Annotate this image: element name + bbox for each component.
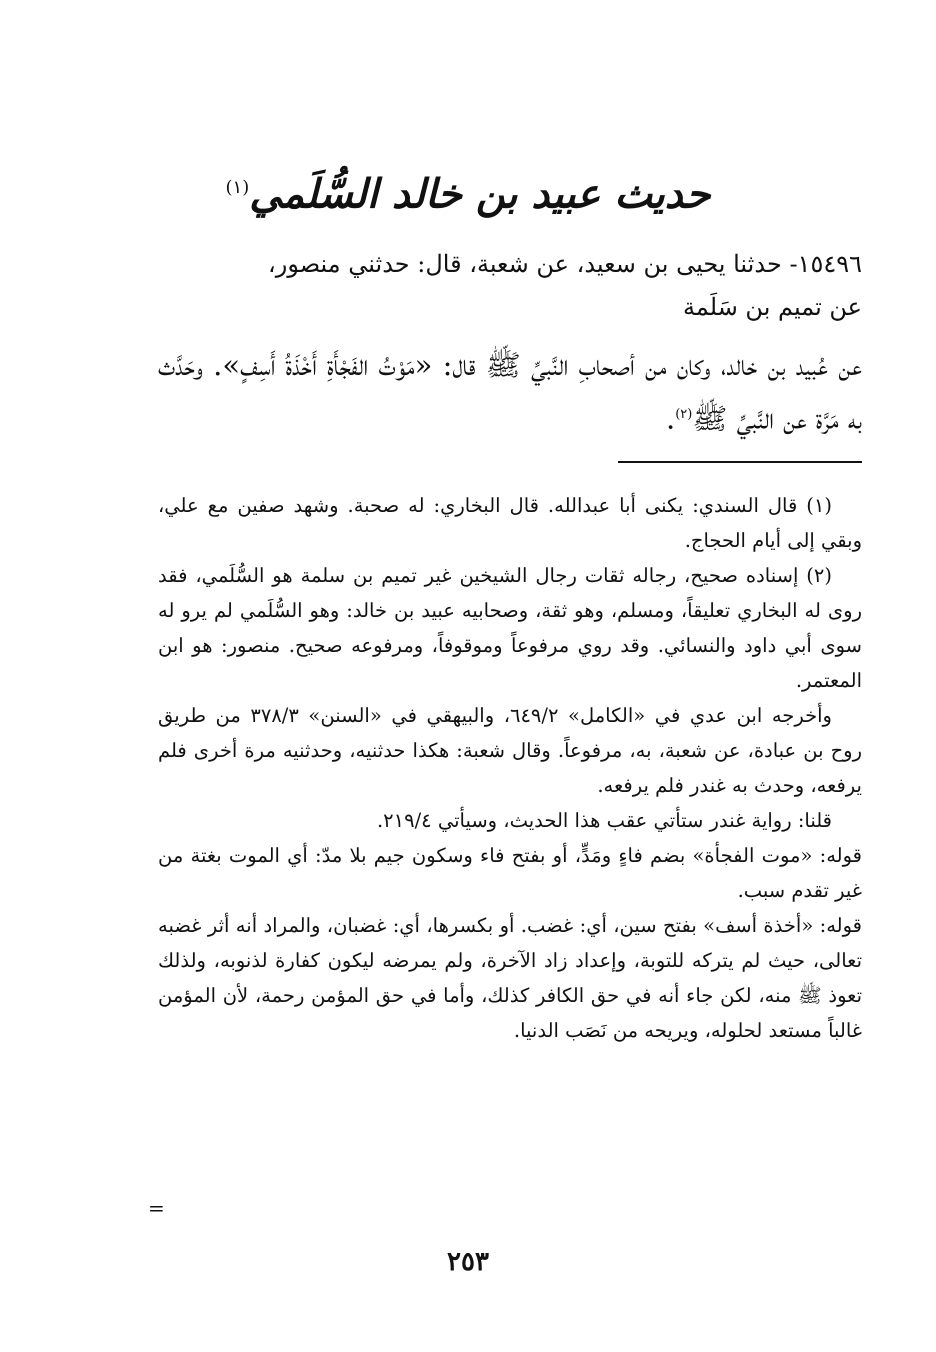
footnotes xyxy=(158,488,862,1048)
heading-footnote-ref: (١) xyxy=(225,177,250,198)
hadith-number: ١٥٤٩٦- xyxy=(789,250,862,278)
continuation-mark: = xyxy=(148,1196,165,1220)
hadith-footnote-ref: (٢) xyxy=(675,407,693,422)
hadith-section-heading xyxy=(0,158,936,224)
hadith-text xyxy=(158,340,862,444)
isnad-line-1 xyxy=(158,243,862,286)
isnad-line-1-text: حدثنا يحيى بن سعيد، عن شعبة، قال: حدثني منصور، xyxy=(268,250,782,278)
footnote-1: (١) قال السندي: يكنى أبا عبدالله. قال البخاري: له صحبة. وشهد صفين مع علي، وبقي إلى أيام الحجاج. xyxy=(158,494,862,552)
footnote-separator xyxy=(618,461,862,463)
heading-title: حديث عبيد بن خالد السُّلَمي xyxy=(249,170,711,218)
page-number: ٢٥٣ xyxy=(447,1247,489,1277)
hadith-matn: عن عُبيد بن خالد، وكان من أصحابِ النَّبيِّ ﷺ قال: «مَوْتُ الفَجْأَةِ أَخْذَةُ أَسِفٍ». وحَدَّث به مَرَّة عن النَّبيِّ ﷺ xyxy=(158,348,862,436)
footnote-2-gloss-1: قوله: «موت الفجأة» بضم فاءٍ ومَدٍّ، أو بفتح فاء وسكون جيم بلا مدّ: أي الموت بغتة من غير تقدم سبب. xyxy=(158,844,862,902)
footnote-2-takhrij: وأخرجه ابن عدي في «الكامل» ٦٤٩/٢، والبيهقي في «السنن» ٣٧٨/٣ من طريق روح بن عبادة، عن شعبة، به، مرفوعاً. وقال شعبة: هكذا حدثنيه، وحدثنيه مرة أخرى فلم يرفعه، وحدث به غندر فلم يرفعه. xyxy=(158,704,862,797)
hadith-end-mark: . xyxy=(665,401,676,436)
isnad-chain xyxy=(158,243,862,329)
footnote-2-gloss-2: قوله: «أخذة أسف» بفتح سين، أي: غضب. أو بكسرها، أي: غضبان، والمراد أنه أثر غضبه تعالى، حيث لم يتركه للتوبة، وإعداد زاد الآخرة، ولم يمرضه ليكون كفارة لذنوبه، ولذلك تعوذ ﷺ منه، لكن جاء أنه في حق الكافر كذلك، وأما في حق المؤمن رحمة، لأن المؤمن غالباً مستعد لحلوله، ويريحه من نَصَب الدنيا. xyxy=(158,914,862,1042)
isnad-line-2: عن تميم بن سَلَمة xyxy=(683,293,862,321)
footnote-2: (٢) إسناده صحيح، رجاله ثقات رجال الشيخين غير تميم بن سلمة هو السُّلَمي، فقد روى له البخاري تعليقاً، ومسلم، وهو ثقة، وصحابيه عبيد بن خالد: وهو السُّلَمي لم يرو له سوى أبي داود والنسائي. وقد روي مرفوعاً وموقوفاً، ومرفوعه صحيح. منصور: هو ابن المعتمر. xyxy=(158,564,862,692)
footnote-2-note: قلنا: رواية غندر ستأتي عقب هذا الحديث، وسيأتي ٢١٩/٤. xyxy=(376,809,832,832)
